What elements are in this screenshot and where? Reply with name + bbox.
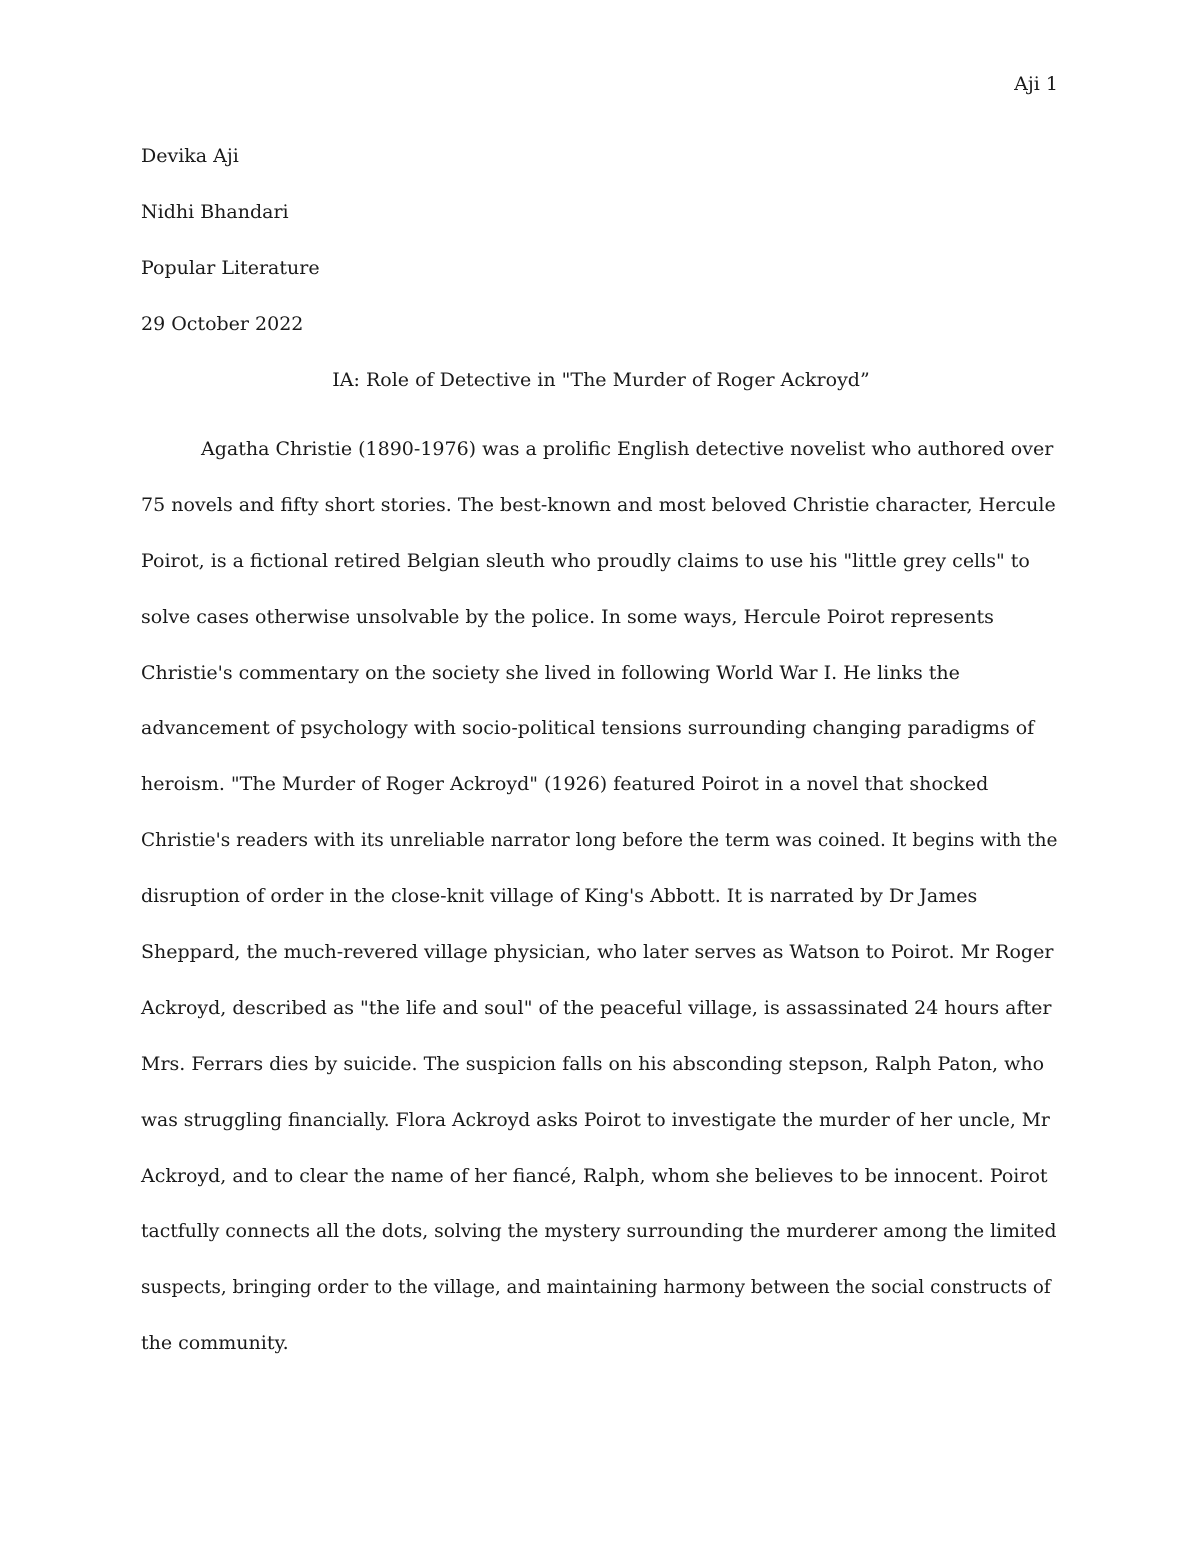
paragraph-line: Sheppard, the much-revered village physician, who later serves as Watson to Poirot. Mr Roger <box>141 941 1054 964</box>
paragraph-line: tactfully connects all the dots, solving the mystery surrounding the murderer among the limited <box>141 1221 1057 1243</box>
paragraph-line: the community. <box>141 1332 289 1355</box>
paragraph-line: disruption of order in the close-knit village of King's Abbott. It is narrated by Dr James <box>141 885 978 908</box>
paragraph-line: Christie's commentary on the society she lived in following World War I. He links the <box>141 661 960 684</box>
author-name: Devika Aji <box>141 145 239 167</box>
mla-heading-block <box>141 142 1061 1372</box>
document-date: 29 October 2022 <box>141 313 304 335</box>
running-header: Aji 1 <box>1014 73 1058 95</box>
paragraph-line: 75 novels and fifty short stories. The best-known and most beloved Christie character, Hercule <box>141 493 1056 516</box>
paragraph-line: Ackroyd, described as "the life and soul" of the peaceful village, is assassinated 24 hours after <box>141 996 1052 1019</box>
course-name: Popular Literature <box>141 257 320 279</box>
paragraph-line: suspects, bringing order to the village, and maintaining harmony between the social constructs of <box>141 1277 1051 1299</box>
paragraph-line: Christie's readers with its unreliable narrator long before the term was coined. It begins with the <box>141 830 1058 852</box>
essay-title: IA: Role of Detective in "The Murder of Roger Ackroyd” <box>332 369 870 391</box>
instructor-name: Nidhi Bhandari <box>141 201 289 223</box>
paragraph-line: advancement of psychology with socio-political tensions surrounding changing paradigms of <box>141 717 1035 740</box>
paragraph-line: was struggling financially. Flora Ackroyd asks Poirot to investigate the murder of her uncle, Mr <box>141 1109 1050 1131</box>
paragraph-line: Mrs. Ferrars dies by suicide. The suspicion falls on his absconding stepson, Ralph Paton, who <box>141 1052 1045 1075</box>
paragraph-line: Agatha Christie (1890-1976) was a prolific English detective novelist who authored over <box>201 438 1054 460</box>
body-paragraph <box>141 422 1061 1372</box>
paragraph-line: solve cases otherwise unsolvable by the police. In some ways, Hercule Poirot represents <box>141 605 994 628</box>
paragraph-line: Ackroyd, and to clear the name of her fiancé, Ralph, whom she believes to be innocent. Poirot <box>141 1164 1048 1187</box>
paragraph-line: heroism. "The Murder of Roger Ackroyd" (1926) featured Poirot in a novel that shocked <box>141 773 989 796</box>
paragraph-line: Poirot, is a fictional retired Belgian sleuth who proudly claims to use his "little grey cells" to <box>141 549 1030 572</box>
